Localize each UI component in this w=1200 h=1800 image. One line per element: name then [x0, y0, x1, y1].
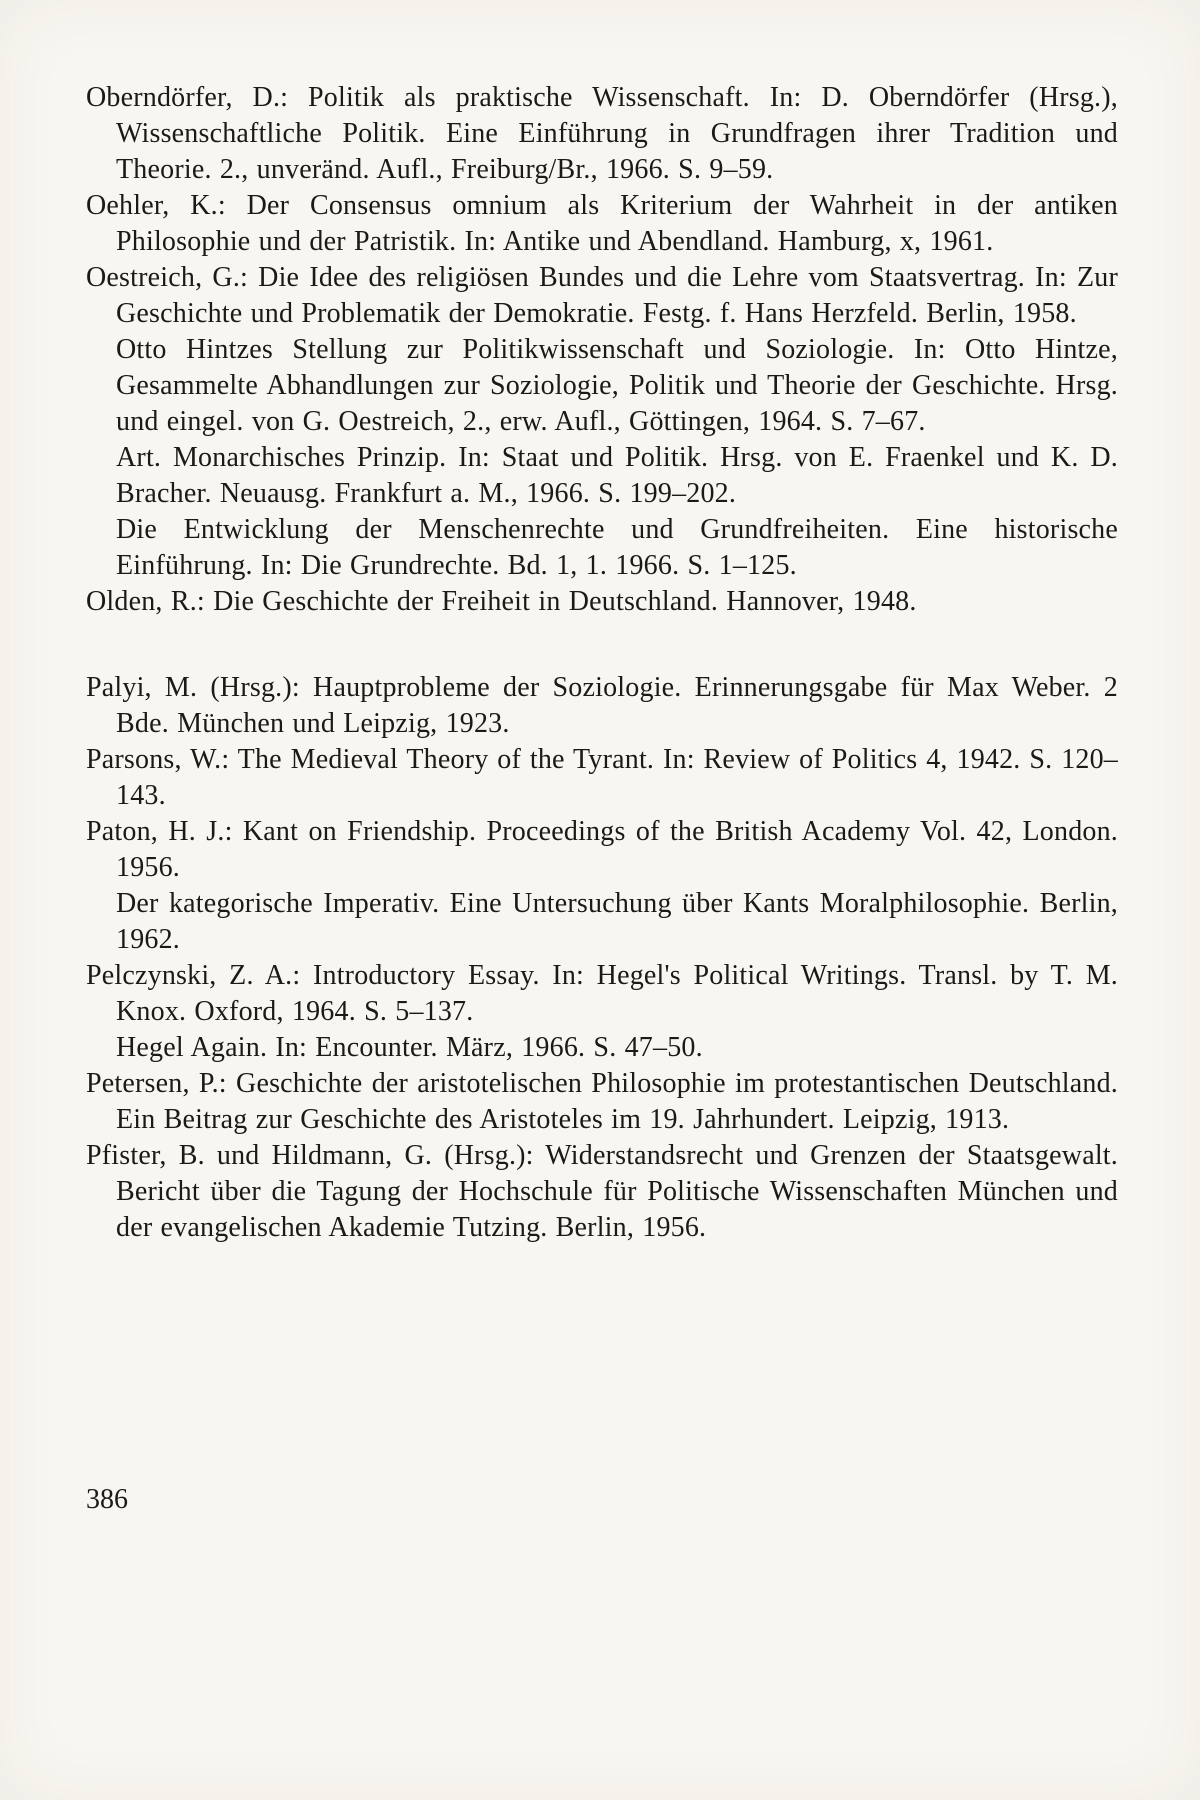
bib-entry: Parsons, W.: The Medieval Theory of the Tyrant. In: Review of Politics 4, 1942. S. 120–143.: [86, 744, 1118, 811]
bib-entry: Pelczynski, Z. A.: Introductory Essay. In: Hegel's Political Writings. Transl. by T. M. Knox. Oxford, 1964. S. 5–137.: [86, 960, 1118, 1027]
bib-group: [86, 670, 1118, 1246]
bib-entry: Oberndörfer, D.: Politik als praktische Wissenschaft. In: D. Oberndörfer (Hrsg.), Wissenschaftliche Politik. Eine Einführung in Grundfragen ihrer Tradition und Theorie. 2., unveränd. Aufl., Freiburg/Br., 1966. S. 9–59.: [86, 82, 1118, 185]
bib-entry: Oehler, K.: Der Consensus omnium als Kriterium der Wahrheit in der antiken Philosophie und der Patristik. In: Antike und Abendland. Hamburg, x, 1961.: [86, 190, 1118, 257]
bib-entry: Die Entwicklung der Menschenrechte und Grundfreiheiten. Eine historische Einführung. In: Die Grundrechte. Bd. 1, 1. 1966. S. 1–125.: [116, 514, 1118, 581]
page-number: 386: [86, 1484, 128, 1515]
bib-entry: Hegel Again. In: Encounter. März, 1966. S. 47–50.: [116, 1032, 703, 1063]
bib-entry: Art. Monarchisches Prinzip. In: Staat und Politik. Hrsg. von E. Fraenkel und K. D. Bracher. Neuausg. Frankfurt a. M., 1966. S. 199–202.: [116, 442, 1118, 509]
bib-entry: Pfister, B. und Hildmann, G. (Hrsg.): Widerstandsrecht und Grenzen der Staatsgewalt. Bericht über die Tagung der Hochschule für Politische Wissenschaften München und der evangelischen Akademie Tutzing. Berlin, 1956.: [86, 1140, 1118, 1243]
bibliography: [86, 80, 1118, 1246]
bib-entry: Olden, R.: Die Geschichte der Freiheit in Deutschland. Hannover, 1948.: [86, 586, 917, 617]
bib-entry: Otto Hintzes Stellung zur Politikwissenschaft und Soziologie. In: Otto Hintze, Gesammelte Abhandlungen zur Soziologie, Politik und Theorie der Geschichte. Hrsg. und eingel. von G. Oestreich, 2., erw. Aufl., Göttingen, 1964. S. 7–67.: [116, 334, 1118, 437]
bib-group: [86, 80, 1118, 620]
bib-entry: Der kategorische Imperativ. Eine Untersuchung über Kants Moralphilosophie. Berlin, 1962.: [116, 888, 1118, 955]
bib-entry: Oestreich, G.: Die Idee des religiösen Bundes und die Lehre vom Staatsvertrag. In: Zur Geschichte und Problematik der Demokratie. Festg. f. Hans Herzfeld. Berlin, 1958.: [86, 262, 1118, 329]
bib-entry: Palyi, M. (Hrsg.): Hauptprobleme der Soziologie. Erinnerungsgabe für Max Weber. 2 Bde. München und Leipzig, 1923.: [86, 672, 1118, 739]
bib-entry: Petersen, P.: Geschichte der aristotelischen Philosophie im protestantischen Deutschland. Ein Beitrag zur Geschichte des Aristoteles im 19. Jahrhundert. Leipzig, 1913.: [86, 1068, 1118, 1135]
bib-entry: Paton, H. J.: Kant on Friendship. Proceedings of the British Academy Vol. 42, London. 1956.: [86, 816, 1118, 883]
